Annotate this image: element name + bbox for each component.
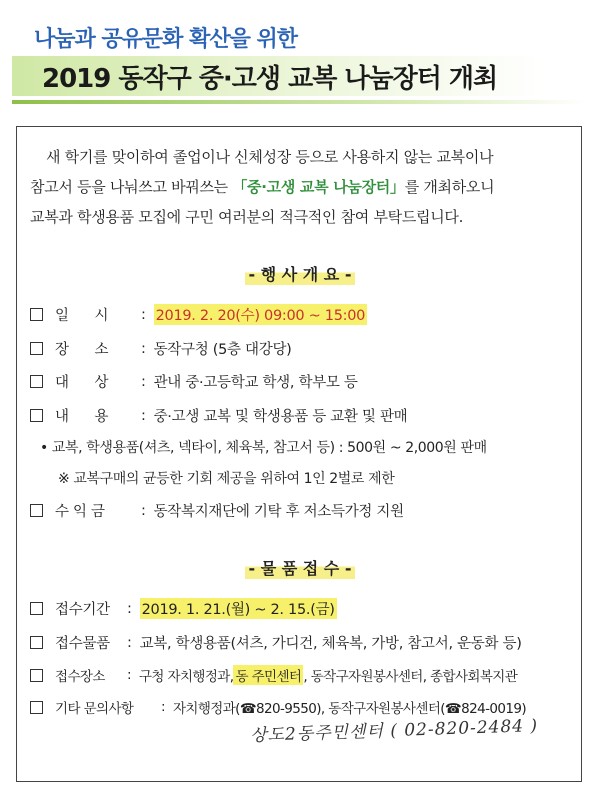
event-place-value: 동작구청 (5층 대강당) — [153, 342, 292, 358]
row-label: 접수물품 — [55, 636, 110, 652]
page-title: 2019 동작구 중·고생 교복 나눔장터 개최 — [42, 64, 498, 94]
row-label: 대 상 — [55, 375, 109, 391]
checkbox-icon — [30, 342, 43, 355]
collection-row-period: 접수기간 : 2019. 1. 21.(월) ~ 2. 15.(금) — [30, 598, 337, 619]
row-label: 장 소 — [55, 342, 109, 358]
checkbox-icon — [30, 701, 43, 714]
location-pre: 구청 자치행정과, — [138, 669, 234, 685]
price-bullet: • 교복, 학생용품(셔츠, 넥타이, 체육복, 참고서 등) : 500원 ~ 2,000원 판매 — [40, 440, 487, 456]
intro-line-2 — [30, 172, 575, 202]
row-label: 수 익 금 — [55, 504, 105, 520]
title-underline — [12, 100, 586, 104]
intro-line-2-post: 를 개최하오니 — [404, 178, 495, 196]
collection-row-location: 접수장소 : 구청 자치행정과, 동 주민센터 , 동작구자원봉사센터, 종합사회복지관 — [30, 665, 517, 685]
collection-row-inquiry: 기타 문의사항 : 자치행정과(☎820-9550), 동작구자원봉사센터(☎824-0019) — [30, 697, 526, 717]
checkbox-icon — [30, 602, 43, 615]
intro-line-3: 교복과 학생용품 모집에 구민 여러분의 적극적인 참여 부탁드립니다. — [30, 208, 464, 226]
collection-items-value: 교복, 학생용품(셔츠, 가디건, 체육복, 가방, 참고서, 운동화 등) — [139, 636, 522, 652]
checkbox-icon — [30, 669, 43, 682]
event-date-value: 2019. 2. 20(수) 09:00 ~ 15:00 — [154, 304, 368, 325]
event-overview-heading — [0, 262, 600, 285]
event-content-value: 중·고생 교복 및 학생용품 등 교환 및 판매 — [153, 409, 408, 425]
event-overview-heading-text: - 행 사 개 요 - — [245, 262, 356, 285]
row-label: 접수장소 — [55, 669, 105, 685]
event-target-value: 관내 중·고등학교 학생, 학부모 등 — [153, 375, 358, 391]
intro-line-1: 새 학기를 맞이하여 졸업이나 신체성장 등으로 사용하지 않는 교복이나 — [46, 148, 494, 166]
checkbox-icon — [30, 308, 43, 321]
collection-row-items: 접수물품 : 교복, 학생용품(셔츠, 가디건, 체육복, 가방, 참고서, 운동화 등) — [30, 632, 522, 653]
location-post: , 동작구자원봉사센터, 종합사회복지관 — [303, 669, 518, 685]
event-name-highlight: 「중·고생 교복 나눔장터」 — [232, 178, 405, 196]
checkbox-icon — [30, 636, 43, 649]
collection-heading — [0, 556, 600, 579]
overview-row-proceeds: 수 익 금 : 동작복지재단에 기탁 후 저소득가정 지원 — [30, 500, 404, 521]
row-label: 기타 문의사항 — [55, 701, 134, 717]
collection-heading-text: - 물 품 접 수 - — [245, 556, 356, 579]
overview-row-target: 대 상 : 관내 중·고등학교 학생, 학부모 등 — [30, 371, 358, 392]
checkbox-icon — [30, 409, 43, 422]
overview-row-date: 일 시 : 2019. 2. 20(수) 09:00 ~ 15:00 — [30, 304, 367, 325]
overview-row-place: 장 소 : 동작구청 (5층 대강당) — [30, 338, 292, 359]
handwritten-contact-note: 상도2동주민센터 ( 02-820-2484 ) — [249, 715, 539, 747]
purchase-limit-note: ※ 교복구매의 균등한 기회 제공을 위하여 1인 2벌로 제한 — [58, 471, 395, 487]
row-label: 일 시 — [55, 308, 109, 324]
subtitle: 나눔과 공유문화 확산을 위한 — [34, 27, 298, 52]
intro-line-2-pre: 참고서 등을 나눠쓰고 바꿔쓰는 — [30, 178, 233, 196]
collection-period-value: 2019. 1. 21.(월) ~ 2. 15.(금) — [140, 598, 337, 619]
inquiry-value: 자치행정과(☎820-9550), 동작구자원봉사센터(☎824-0019) — [172, 701, 526, 717]
overview-row-content: 내 용 : 중·고생 교복 및 학생용품 등 교환 및 판매 — [30, 405, 407, 426]
intro-paragraph — [30, 142, 575, 232]
row-label: 접수기간 — [55, 602, 110, 618]
row-label: 내 용 — [55, 409, 109, 425]
proceeds-value: 동작복지재단에 기탁 후 저소득가정 지원 — [153, 504, 404, 520]
checkbox-icon — [30, 375, 43, 388]
community-center-highlight: 동 주민센터 — [233, 665, 303, 685]
checkbox-icon — [30, 504, 43, 517]
